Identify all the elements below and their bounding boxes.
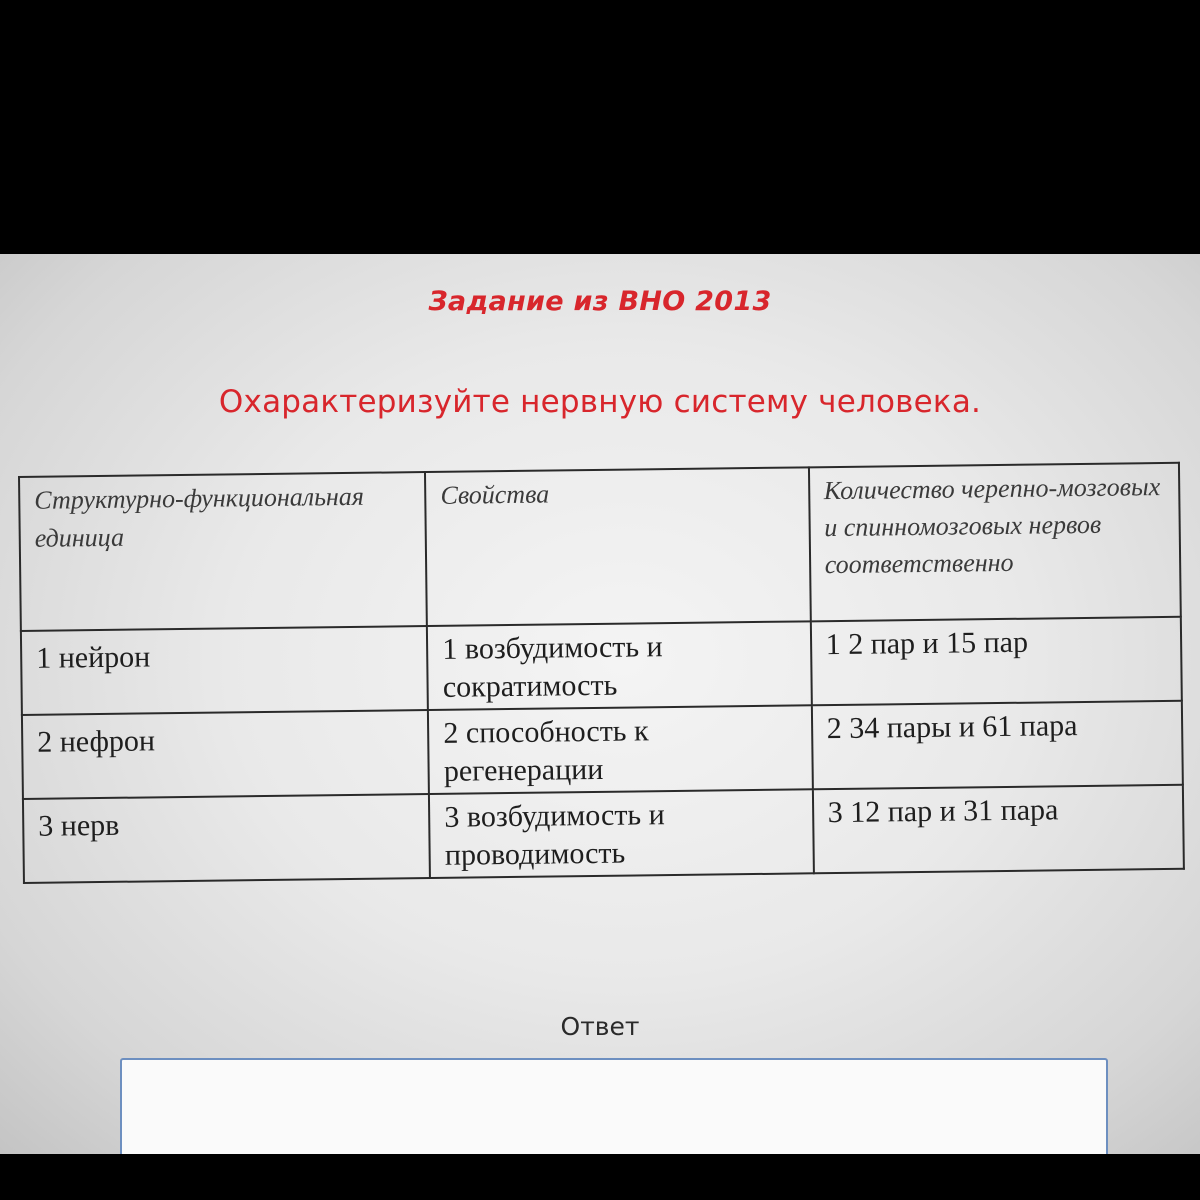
table-cell[interactable]: 3 нерв [23,794,430,883]
header-properties: Свойства [425,467,810,626]
table-header-row [19,463,1181,631]
question-text: Охарактеризуйте нервную систему человека. [218,384,982,420]
table-cell[interactable]: 1 возбудимость и сократимость [427,621,811,710]
screen-area [0,254,1200,1154]
answer-label: Ответ [560,1012,640,1041]
table-row [21,617,1182,715]
table-row [22,701,1183,799]
table-cell[interactable]: 2 способность к регенерации [428,705,812,794]
table-cell[interactable]: 1 2 пар и 15 пар [810,617,1181,706]
table-row [23,785,1184,883]
table-cell[interactable]: 1 нейрон [21,626,428,715]
table-cell[interactable]: 2 34 пары и 61 пара [811,701,1182,790]
table-cell[interactable]: 3 возбудимость и проводимость [429,789,813,878]
properties-table [18,462,1185,884]
table-cell[interactable]: 3 12 пар и 31 пара [812,785,1183,874]
answer-input[interactable] [120,1058,1108,1154]
header-unit: Структурно-функциональная единица [19,472,427,631]
task-title: Задание из ВНО 2013 [428,286,772,317]
header-nerves-count: Количество черепно-мозговых и спинномозговых нервов соответственно [809,463,1181,622]
table-cell[interactable]: 2 нефрон [22,710,429,799]
